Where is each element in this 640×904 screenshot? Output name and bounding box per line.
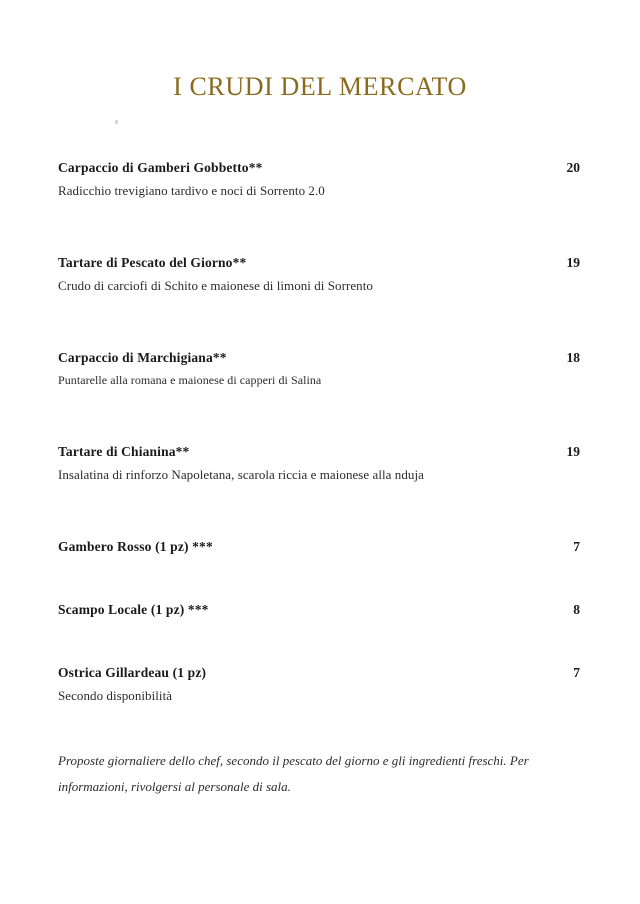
- menu-item-price: 8: [573, 602, 580, 617]
- menu-item: [58, 444, 580, 483]
- menu-item-price: 18: [566, 350, 580, 365]
- menu-item-price: 7: [573, 665, 580, 680]
- menu-item: [58, 255, 580, 294]
- menu-item-price: 20: [566, 160, 580, 175]
- menu-item-header: [58, 539, 580, 555]
- menu-item-header: [58, 665, 580, 681]
- menu-footer-note: Proposte giornaliere dello chef, secondo il pescato del giorno e gli ingredienti freschi. Per informazioni, rivolgersi al personale di sala.: [58, 753, 529, 794]
- menu-item-header: [58, 602, 580, 618]
- menu-item-description: Puntarelle alla romana e maionese di capperi di Salina: [58, 373, 322, 387]
- menu-item-description: Crudo di carciofi di Schito e maionese di limoni di Sorrento: [58, 278, 373, 293]
- menu-item-price: 7: [573, 539, 580, 554]
- menu-item-name: Carpaccio di Marchigiana**: [58, 350, 227, 365]
- page-artifact-speck: [115, 120, 118, 124]
- menu-item-name: Gambero Rosso (1 pz) ***: [58, 539, 213, 554]
- menu-item-header: [58, 255, 580, 271]
- menu-item-name: Tartare di Chianina**: [58, 444, 190, 459]
- menu-item-list: [58, 160, 580, 704]
- menu-item-name: Carpaccio di Gamberi Gobbetto**: [58, 160, 263, 175]
- page-title: I CRUDI DEL MERCATO: [173, 72, 467, 101]
- menu-item-description: Secondo disponibilità: [58, 688, 173, 703]
- menu-item-header: [58, 444, 580, 460]
- menu-item-price: 19: [566, 255, 580, 270]
- menu-item-description: Radicchio trevigiano tardivo e noci di Sorrento 2.0: [58, 183, 325, 198]
- menu-item-name: Ostrica Gillardeau (1 pz): [58, 665, 207, 680]
- menu-item-header: [58, 160, 580, 176]
- menu-item: [58, 160, 580, 199]
- menu-item-description: Insalatina di rinforzo Napoletana, scarola riccia e maionese alla nduja: [58, 467, 424, 482]
- menu-item-price: 19: [566, 444, 580, 459]
- menu-item-header: [58, 350, 580, 366]
- menu-item: [58, 602, 580, 618]
- menu-item: [58, 665, 580, 704]
- menu-item-name: Scampo Locale (1 pz) ***: [58, 602, 209, 617]
- menu-item: [58, 350, 580, 388]
- menu-item-name: Tartare di Pescato del Giorno**: [58, 255, 247, 270]
- menu-item: [58, 539, 580, 555]
